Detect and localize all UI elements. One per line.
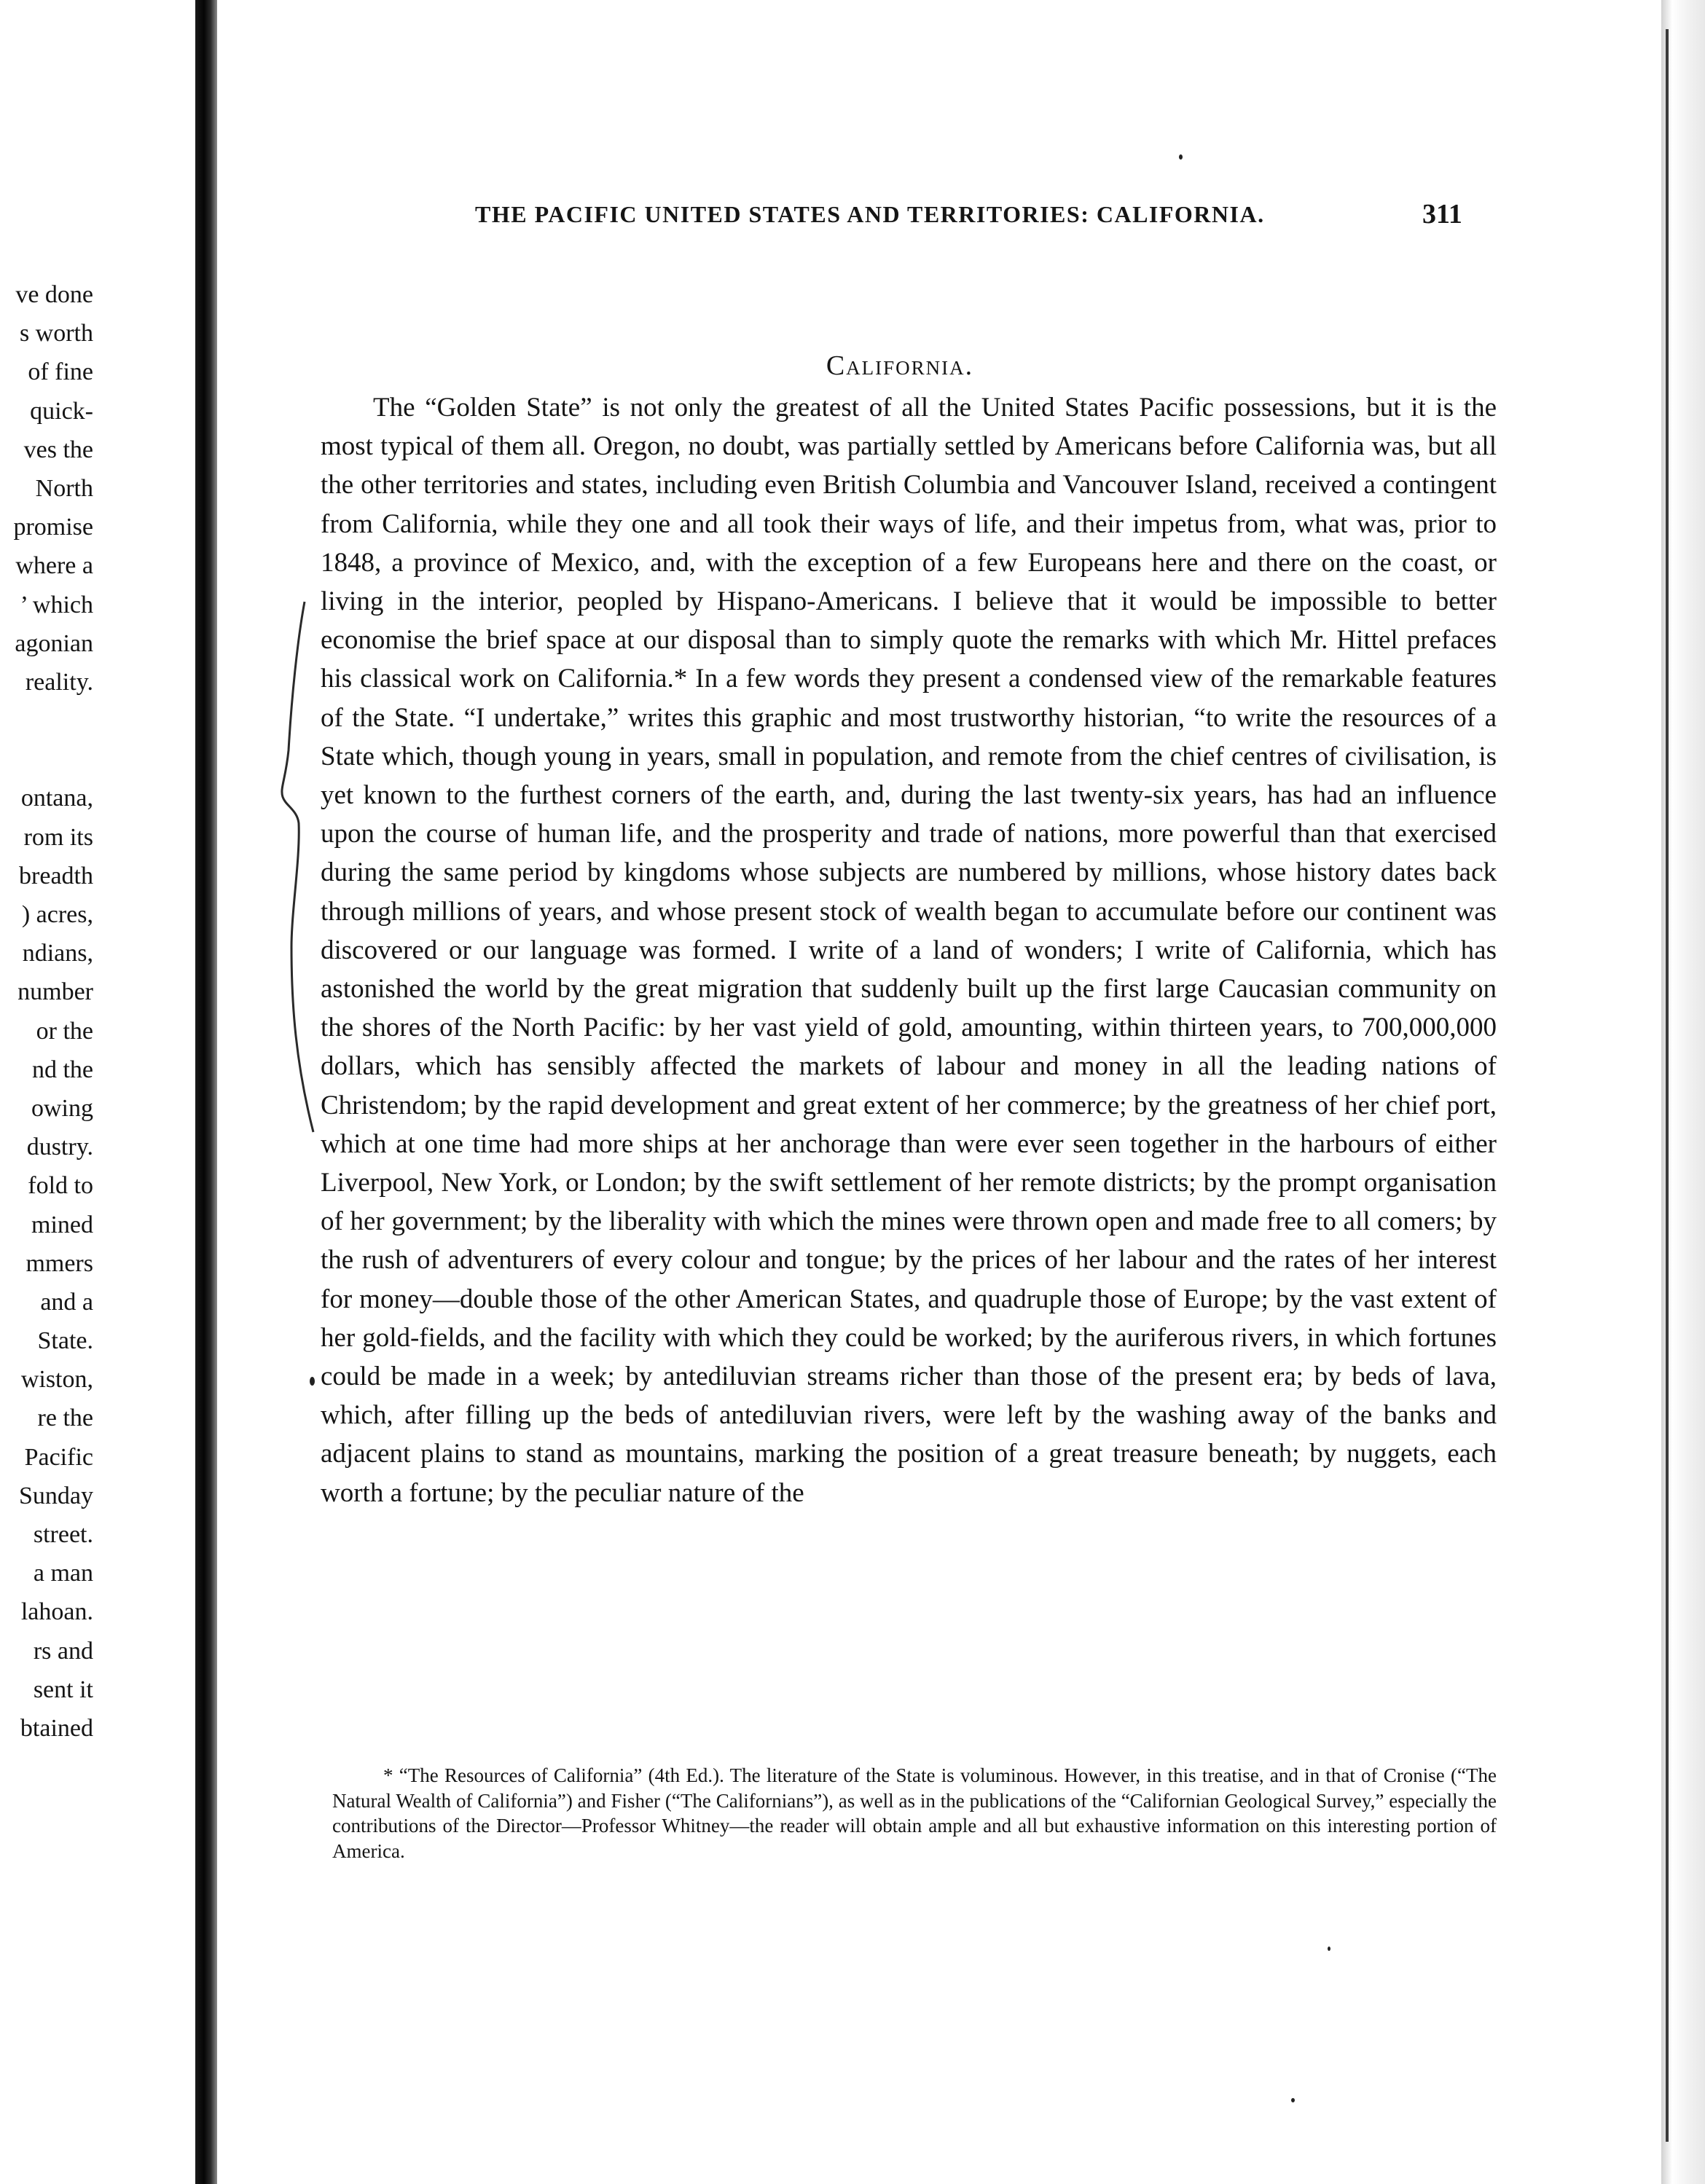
facing-page-line: ndians, [22, 940, 93, 967]
facing-page-line: sent it [33, 1676, 93, 1703]
facing-page-line: agonian [15, 629, 93, 657]
print-speck [1328, 1947, 1330, 1951]
facing-page-line: a man [33, 1560, 93, 1587]
facing-page-line: rs and [33, 1637, 93, 1665]
section-title: California. [826, 350, 974, 381]
facing-page-line: promise [13, 514, 93, 541]
facing-page-line: btained [20, 1714, 93, 1742]
facing-page-line: reality. [25, 668, 93, 696]
facing-page-line: or the [36, 1017, 93, 1045]
facing-page-line: Pacific [24, 1443, 93, 1471]
page-edge [1661, 0, 1705, 2184]
facing-page-line-fragments [0, 275, 93, 1748]
facing-page-line: breadth [19, 862, 93, 889]
facing-page-line: dustry. [26, 1134, 93, 1161]
facing-page-fragment [0, 0, 195, 2184]
facing-page-line: North [35, 474, 93, 502]
facing-page-line: ’ which [20, 591, 93, 618]
facing-page-line: mmers [26, 1249, 93, 1277]
footnote: * “The Resources of California” (4th Ed.). The literature of the State is voluminous. However, in this treatise, and in that of Cronise (“The Natural Wealth of California”) and Fisher (“The Californians”), as well as in the publications of the “Californian Geological Survey,” especially the contributions of the Director—Professor Whitney—the reader will obtain ample and all but exhaustive information on this interesting portion of America. [332, 1764, 1497, 1862]
facing-page-line: ve done [15, 281, 93, 308]
facing-page-line: wiston, [20, 1366, 93, 1394]
facing-page-line [0, 702, 93, 740]
facing-page-line: quick- [30, 397, 93, 425]
print-speck [1291, 2098, 1295, 2102]
facing-page-line: s worth [19, 320, 93, 347]
print-speck [310, 1377, 315, 1386]
print-speck [1179, 154, 1183, 160]
facing-page-line: fold to [28, 1172, 93, 1200]
facing-page-line: of fine [28, 358, 93, 386]
facing-page-line: lahoan. [20, 1598, 93, 1626]
book-gutter [195, 0, 217, 2184]
facing-page-line: ) acres, [21, 901, 93, 928]
facing-page-line: nd the [31, 1056, 93, 1083]
facing-page-line: street. [33, 1521, 93, 1548]
facing-page-line: ves the [23, 436, 93, 463]
facing-page-line: where a [15, 552, 93, 580]
page-number: 311 [1422, 199, 1462, 229]
facing-page-line: Sunday [19, 1482, 93, 1509]
facing-page-line: rom its [23, 823, 93, 851]
facing-page-line: and a [40, 1288, 93, 1316]
facing-page-line: number [17, 978, 93, 1006]
facing-page-line: ontana, [20, 785, 93, 812]
handwritten-margin-bracket [275, 597, 319, 1136]
facing-page-line: owing [31, 1094, 93, 1122]
body-paragraph: The “Golden State” is not only the greatest of all the United States Pacific possessions, but it is the most typical of them all. Oregon, no doubt, was partially settled by Americans before California was, but all the other territories and states, including even British Columbia and Vancouver Island, received a contingent from California, while they one and all took their ways of life, and their impetus from, what was, prior to 1848, a province of Mexico, and, with the exception of a few Europeans here and there on the coast, or living in the interior, peopled by Hispano-Americans. I believe that it would be impossible to better economise the brief space at our disposal than to simply quote the remarks with which Mr. Hittel prefaces his classical work on California.* In a few words they present a condensed view of the remarkable features of the State. “I undertake,” writes this graphic and most trustworthy historian, “to write the resources of a State which, though young in years, small in population, and remote from the chief centres of civilisation, is yet known to the furthest corners of the earth, and, during the last twenty-six years, has had an influence upon the course of human life, and the prosperity and trade of nations, more powerful than that exercised during the same period by kingdoms whose subjects are numbered by millions, whose history dates back through millions of years, and whose present stock of wealth began to accumulate before our continent was discovered or our language was formed. I write of a land of wonders; I write of California, which has astonished the world by the great migration that suddenly built up the first large Caucasian community on the shores of the North Pacific: by her vast yield of gold, amounting, within thirteen years, to 700,000,000 dollars, which has sensibly affected the markets of labour and money in all the leading nations of Christendom; by the rapid development and great extent of her commerce; by the greatness of her chief port, which at one time had more ships at her anchorage than were ever seen together in the harbours of either Liverpool, New York, or London; by the swift settlement of her remote districts; by the prompt organisation of her government; by the liberality with which the mines were thrown open and made free to all comers; by the rush of adventurers of every colour and tongue; by the prices of her labour and the rates of her interest for money—double those of the other American States, and quadruple those of Europe; by the vast extent of her gold-fields, and the facility with which they could be worked; by the auriferous rivers, in which fortunes could be made in a week; by antediluvian streams richer than those of the present era; by beds of lava, which, after filling up the beds of antediluvian rivers, were left by the washing away of the banks and adjacent plains to stand as mountains, marking the position of a great treasure beneath; by nuggets, each worth a fortune; by the peculiar nature of the [321, 393, 1497, 1508]
facing-page-line: re the [37, 1405, 93, 1432]
facing-page-line [0, 740, 93, 779]
running-head: THE PACIFIC UNITED STATES AND TERRITORIES: CALIFORNIA. [475, 201, 1265, 227]
facing-page-line: State. [37, 1327, 93, 1355]
facing-page-line: mined [31, 1211, 93, 1238]
